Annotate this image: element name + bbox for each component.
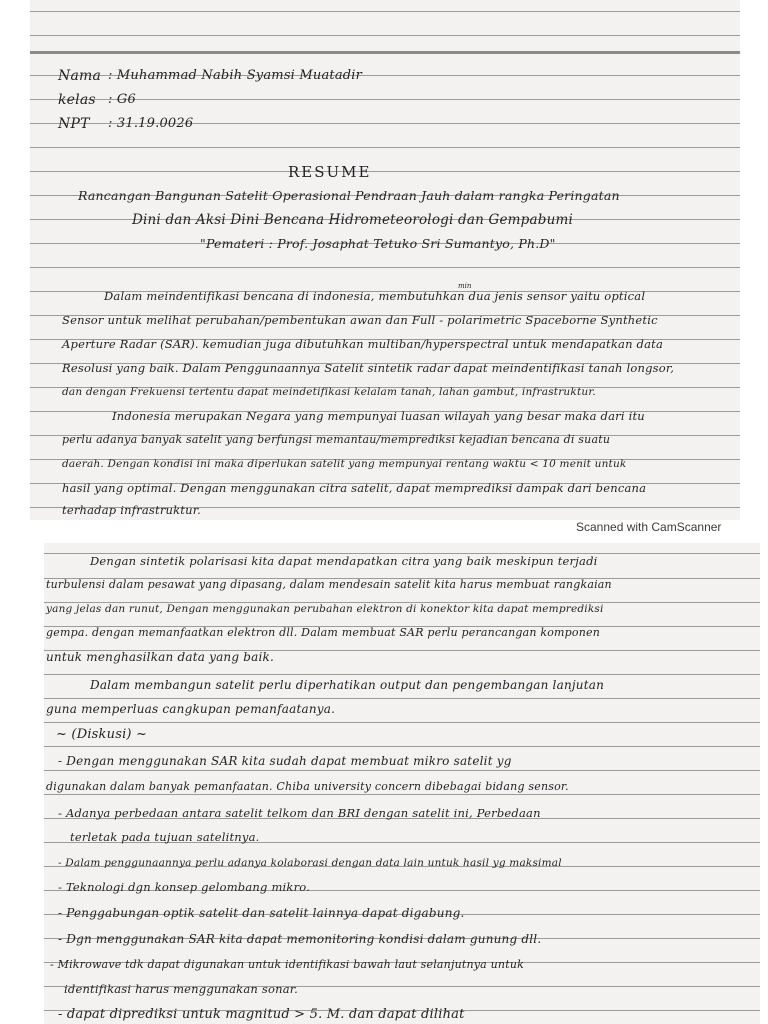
scanner-watermark: Scanned with CamScanner [576, 520, 722, 534]
discussion-item: - Teknologi dgn konsep gelombang mikro. [58, 880, 311, 894]
discussion-item: - Mikrowave tdk dapat digunakan untuk identifikasi bawah laut selanjutnya untuk [50, 958, 524, 971]
body-line: untuk menghasilkan data yang baik. [46, 650, 275, 664]
speaker-line: "Pemateri : Prof. Josaphat Tetuko Sri Sumantyo, Ph.D" [200, 236, 556, 251]
class-label: kelas [58, 92, 96, 108]
body-line: Aperture Radar (SAR). kemudian juga dibutuhkan multiban/hyperspectral untuk mendapatkan data [62, 337, 664, 351]
npt-label: NPT [58, 116, 90, 132]
insert-note: min [458, 282, 472, 290]
discussion-heading: ~ (Diskusi) ~ [56, 727, 148, 742]
body-line: Sensor untuk melihat perubahan/pembentukan awan dan Full - polarimetric Spaceborne Synthetic [62, 313, 658, 327]
body-line: turbulensi dalam pesawat yang dipasang, dalam mendesain satelit kita harus membuat rangkaian [46, 578, 612, 591]
body-line: Resolusi yang baik. Dalam Penggunaannya Satelit sintetik radar dapat meindentifikasi tanah longsor, [62, 361, 675, 375]
discussion-item: - Dalam penggunaannya perlu adanya kolaborasi dengan data lain untuk hasil yg maksimal [58, 857, 562, 869]
discussion-item: - Dgn menggunakan SAR kita dapat memonitoring kondisi dalam gunung dll. [58, 932, 542, 946]
discussion-item: digunakan dalam banyak pemanfaatan. Chiba university concern dibebagai bidang sensor. [46, 780, 569, 793]
body-line: Dalam meindentifikasi bencana di indonesia, membutuhkan dua jenis sensor yaitu optical [104, 289, 646, 303]
body-line: perlu adanya banyak satelit yang berfungsi memantau/memprediksi kejadian bencana di suatu [62, 433, 611, 446]
body-line: terhadap infrastruktur. [62, 503, 202, 517]
notebook-page-2 [44, 543, 760, 1024]
body-line: hasil yang optimal. Dengan menggunakan citra satelit, dapat memprediksi dampak dari bencana [62, 481, 647, 495]
body-line: Indonesia merupakan Negara yang mempunyai luasan wilayah yang besar maka dari itu [112, 409, 645, 423]
body-line: Dalam membangun satelit perlu diperhatikan output dan pengembangan lanjutan [90, 678, 605, 692]
discussion-item: - dapat diprediksi untuk magnitud > 5. M. dan dapat dilihat [58, 1007, 465, 1022]
body-line: daerah. Dengan kondisi ini maka diperlukan satelit yang mempunyai rentang waktu < 10 menit untuk [62, 458, 627, 470]
notebook-page-1 [30, 0, 740, 520]
body-line: dan dengan Frekuensi tertentu dapat meindetifikasi kelalam tanah, lahan gambut, infrastruktur. [62, 386, 596, 398]
discussion-item: - Penggabungan optik satelit dan satelit lainnya dapat digabung. [58, 906, 465, 920]
name-value: : Muhammad Nabih Syamsi Muatadir [108, 68, 363, 83]
discussion-item: terletak pada tujuan satelitnya. [70, 830, 260, 844]
subtitle-line-2: Dini dan Aksi Dini Bencana Hidrometeorologi dan Gempabumi [132, 212, 574, 228]
class-value: : G6 [108, 92, 136, 107]
discussion-item: - Adanya perbedaan antara satelit telkom dan BRI dengan satelit ini, Perbedaan [58, 806, 541, 820]
subtitle-line-1: Rancangan Bangunan Satelit Operasional Pendraan Jauh dalam rangka Peringatan [78, 188, 620, 203]
npt-value: : 31.19.0026 [108, 116, 194, 131]
page-top-rule [30, 51, 740, 54]
body-line: gempa. dengan memanfaatkan elektron dll. Dalam membuat SAR perlu perancangan komponen [46, 626, 600, 639]
body-line: Dengan sintetik polarisasi kita dapat mendapatkan citra yang baik meskipun terjadi [90, 554, 598, 568]
body-line: yang jelas dan runut, Dengan menggunakan perubahan elektron di konektor kita dapat memprediksi [46, 603, 604, 615]
discussion-item: - Dengan menggunakan SAR kita sudah dapat membuat mikro satelit yg [58, 754, 512, 768]
discussion-item: identifikasi harus menggunakan sonar. [64, 982, 299, 996]
page-title: RESUME [288, 163, 372, 181]
body-line: guna memperluas cangkupan pemanfaatanya. [46, 702, 336, 716]
name-label: Nama [58, 68, 102, 84]
